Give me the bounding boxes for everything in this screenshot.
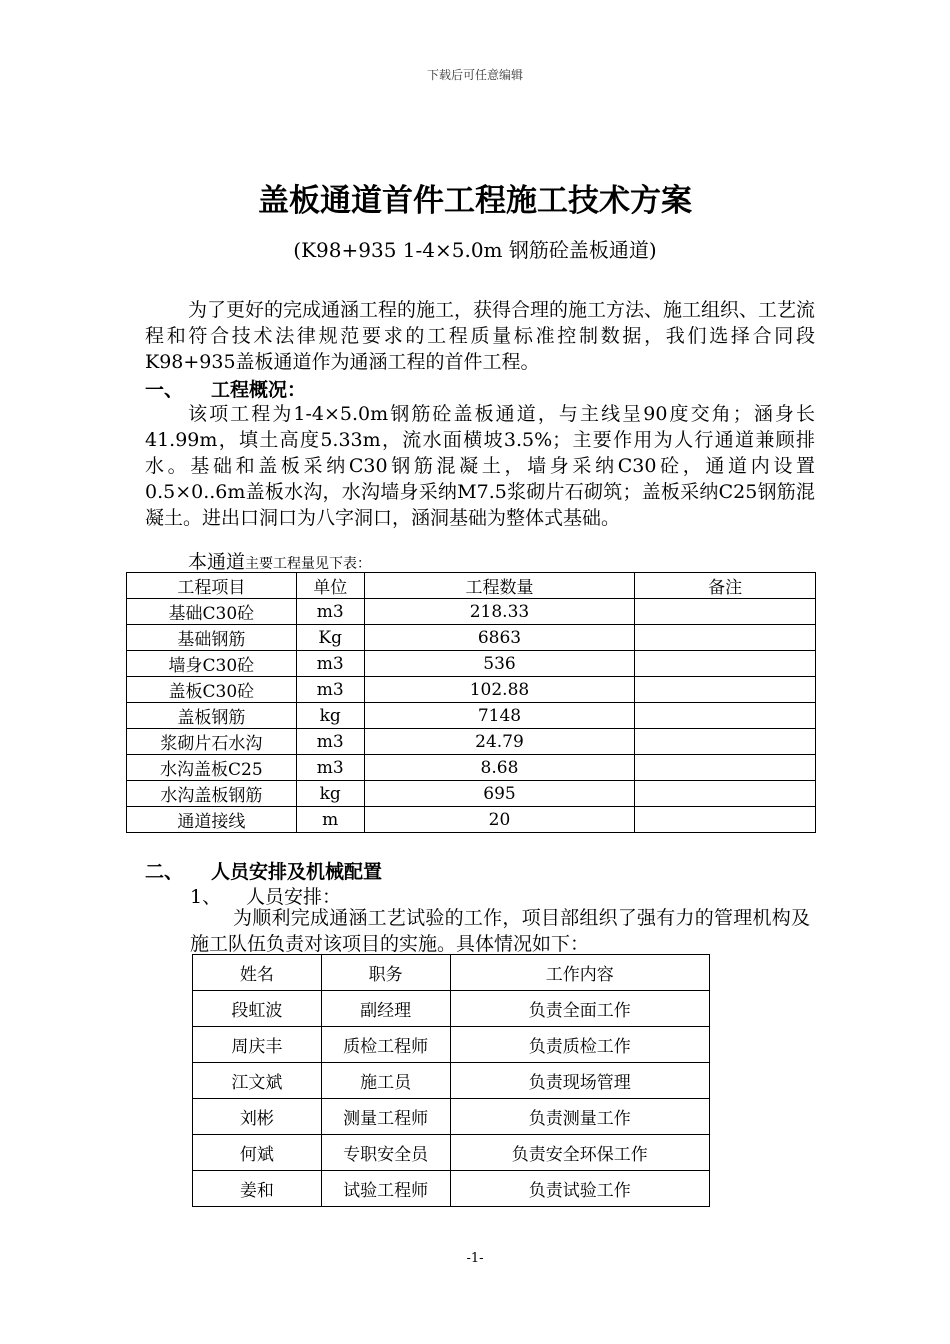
quantity-table-row	[127, 651, 816, 677]
quantity-table-cell: kg	[296, 703, 364, 729]
section-2-body: 为顺利完成通涵工艺试验的工作，项目部组织了强有力的管理机构及施工队伍负责对该项目的实施。具体情况如下：	[190, 907, 810, 955]
quantity-table-cell: 水沟盖板C25	[127, 755, 297, 781]
staff-table-header-cell: 工作内容	[450, 955, 710, 991]
staff-table-cell: 负责现场管理	[450, 1063, 710, 1099]
quantity-table-cell	[635, 755, 816, 781]
quantity-table-cell: 盖板钢筋	[127, 703, 297, 729]
quantity-table-cell: m3	[296, 729, 364, 755]
quantity-table-row	[127, 625, 816, 651]
header-note: 下载后可任意编辑	[426, 68, 523, 82]
staff-table-cell: 质检工程师	[321, 1027, 450, 1063]
section-1-body: 该项工程为1-4×5.0m钢筋砼盖板通道，与主线呈90度交角；涵身长41.99m，填土高度5.33m，流水面横坡3.5%；主要作用为人行通道兼顾排水。基础和盖板采纳C30钢筋混凝土，墙身采纳C30砼，通道内设置0.5×0..6m盖板水沟，水沟墙身采纳M7.5浆砌片石砌筑；盖板采纳C25钢筋混凝土。进出口洞口为八字洞口，涵洞基础为整体式基础。	[145, 403, 815, 529]
staff-table-cell: 负责试验工作	[450, 1171, 710, 1207]
staff-table-cell: 周庆丰	[193, 1027, 322, 1063]
section-1-heading	[145, 375, 306, 402]
staff-table-row	[193, 1135, 710, 1171]
quantity-table-cell: 盖板C30砼	[127, 677, 297, 703]
quantity-table-cell: 墙身C30砼	[127, 651, 297, 677]
staff-table-cell: 试验工程师	[321, 1171, 450, 1207]
staff-table-cell: 测量工程师	[321, 1099, 450, 1135]
quantity-table-header-row	[127, 573, 816, 599]
quantity-table-row	[127, 755, 816, 781]
quantity-table-header-cell: 工程数量	[364, 573, 635, 599]
quantity-table-cell	[635, 599, 816, 625]
quantity-table-cell: 6863	[364, 625, 635, 651]
staff-table-cell: 段虹波	[193, 991, 322, 1027]
table-intro-main: 本通道	[188, 551, 246, 573]
staff-table-cell: 何斌	[193, 1135, 322, 1171]
quantity-table-cell: 695	[364, 781, 635, 807]
page-number: -1-	[466, 1251, 484, 1266]
quantity-table-cell: m	[296, 807, 364, 833]
quantity-table	[126, 572, 816, 833]
quantity-table-cell: 7148	[364, 703, 635, 729]
quantity-table-cell: 水沟盖板钢筋	[127, 781, 297, 807]
staff-table-cell: 副经理	[321, 991, 450, 1027]
document-title: 盖板通道首件工程施工技术方案	[258, 183, 692, 219]
subsection-1-title: 人员安排：	[246, 886, 342, 908]
staff-table-header-cell: 职务	[321, 955, 450, 991]
quantity-table-row	[127, 677, 816, 703]
staff-table-row	[193, 1171, 710, 1207]
quantity-table-cell	[635, 729, 816, 755]
quantity-table-cell: m3	[296, 677, 364, 703]
staff-table-header-row	[193, 955, 710, 991]
staff-table-cell: 刘彬	[193, 1099, 322, 1135]
quantity-table-cell	[635, 781, 816, 807]
quantity-table-cell: 基础C30砼	[127, 599, 297, 625]
staff-table-cell: 施工员	[321, 1063, 450, 1099]
quantity-table-cell: 通道接线	[127, 807, 297, 833]
quantity-table-cell: 浆砌片石水沟	[127, 729, 297, 755]
quantity-table-row	[127, 599, 816, 625]
staff-table	[192, 954, 710, 1207]
staff-table-row	[193, 1027, 710, 1063]
quantity-table-cell: 536	[364, 651, 635, 677]
quantity-table-row	[127, 729, 816, 755]
quantity-table-cell: m3	[296, 651, 364, 677]
quantity-table-cell	[635, 651, 816, 677]
quantity-table-cell: 20	[364, 807, 635, 833]
quantity-table-cell: 24.79	[364, 729, 635, 755]
quantity-table-cell	[635, 703, 816, 729]
quantity-table-header-cell: 单位	[296, 573, 364, 599]
quantity-table-header-cell: 工程项目	[127, 573, 297, 599]
staff-table-row	[193, 1063, 710, 1099]
section-2-number: 二、	[145, 861, 184, 883]
staff-table-cell: 专职安全员	[321, 1135, 450, 1171]
table-intro-small: 主要工程量见下表：	[245, 556, 372, 572]
section-1-number: 一、	[145, 379, 184, 401]
section-2-heading	[145, 857, 382, 884]
staff-table-cell: 江文斌	[193, 1063, 322, 1099]
section-1-title: 工程概况：	[211, 379, 307, 401]
quantity-table-row	[127, 807, 816, 833]
quantity-table-row	[127, 703, 816, 729]
section-2-title: 人员安排及机械配置	[211, 861, 383, 883]
document-subtitle: (K98+935 1-4×5.0m 钢筋砼盖板通道)	[293, 238, 657, 262]
staff-table-cell: 负责测量工作	[450, 1099, 710, 1135]
staff-table-cell: 姜和	[193, 1171, 322, 1207]
quantity-table-cell: 102.88	[364, 677, 635, 703]
quantity-table-cell: m3	[296, 755, 364, 781]
staff-table-cell: 负责安全环保工作	[450, 1135, 710, 1171]
quantity-table-cell: 8.68	[364, 755, 635, 781]
staff-table-row	[193, 1099, 710, 1135]
staff-table-row	[193, 991, 710, 1027]
quantity-table-cell	[635, 677, 816, 703]
quantity-table-row	[127, 781, 816, 807]
staff-table-header-cell: 姓名	[193, 955, 322, 991]
staff-table-cell: 负责质检工作	[450, 1027, 710, 1063]
quantity-table-cell: Kg	[296, 625, 364, 651]
subsection-1-number: 1、	[190, 886, 222, 908]
quantity-table-cell	[635, 625, 816, 651]
quantity-table-cell: kg	[296, 781, 364, 807]
intro-paragraph: 为了更好的完成通涵工程的施工，获得合理的施工方法、施工组织、工艺流程和符合技术法律规范要求的工程质量标准控制数据，我们选择合同段K98+935盖板通道作为通涵工程的首件工程。	[145, 299, 816, 373]
staff-table-cell: 负责全面工作	[450, 991, 710, 1027]
quantity-table-cell: m3	[296, 599, 364, 625]
quantity-table-cell	[635, 807, 816, 833]
quantity-table-header-cell: 备注	[635, 573, 816, 599]
quantity-table-cell: 218.33	[364, 599, 635, 625]
quantity-table-cell: 基础钢筋	[127, 625, 297, 651]
